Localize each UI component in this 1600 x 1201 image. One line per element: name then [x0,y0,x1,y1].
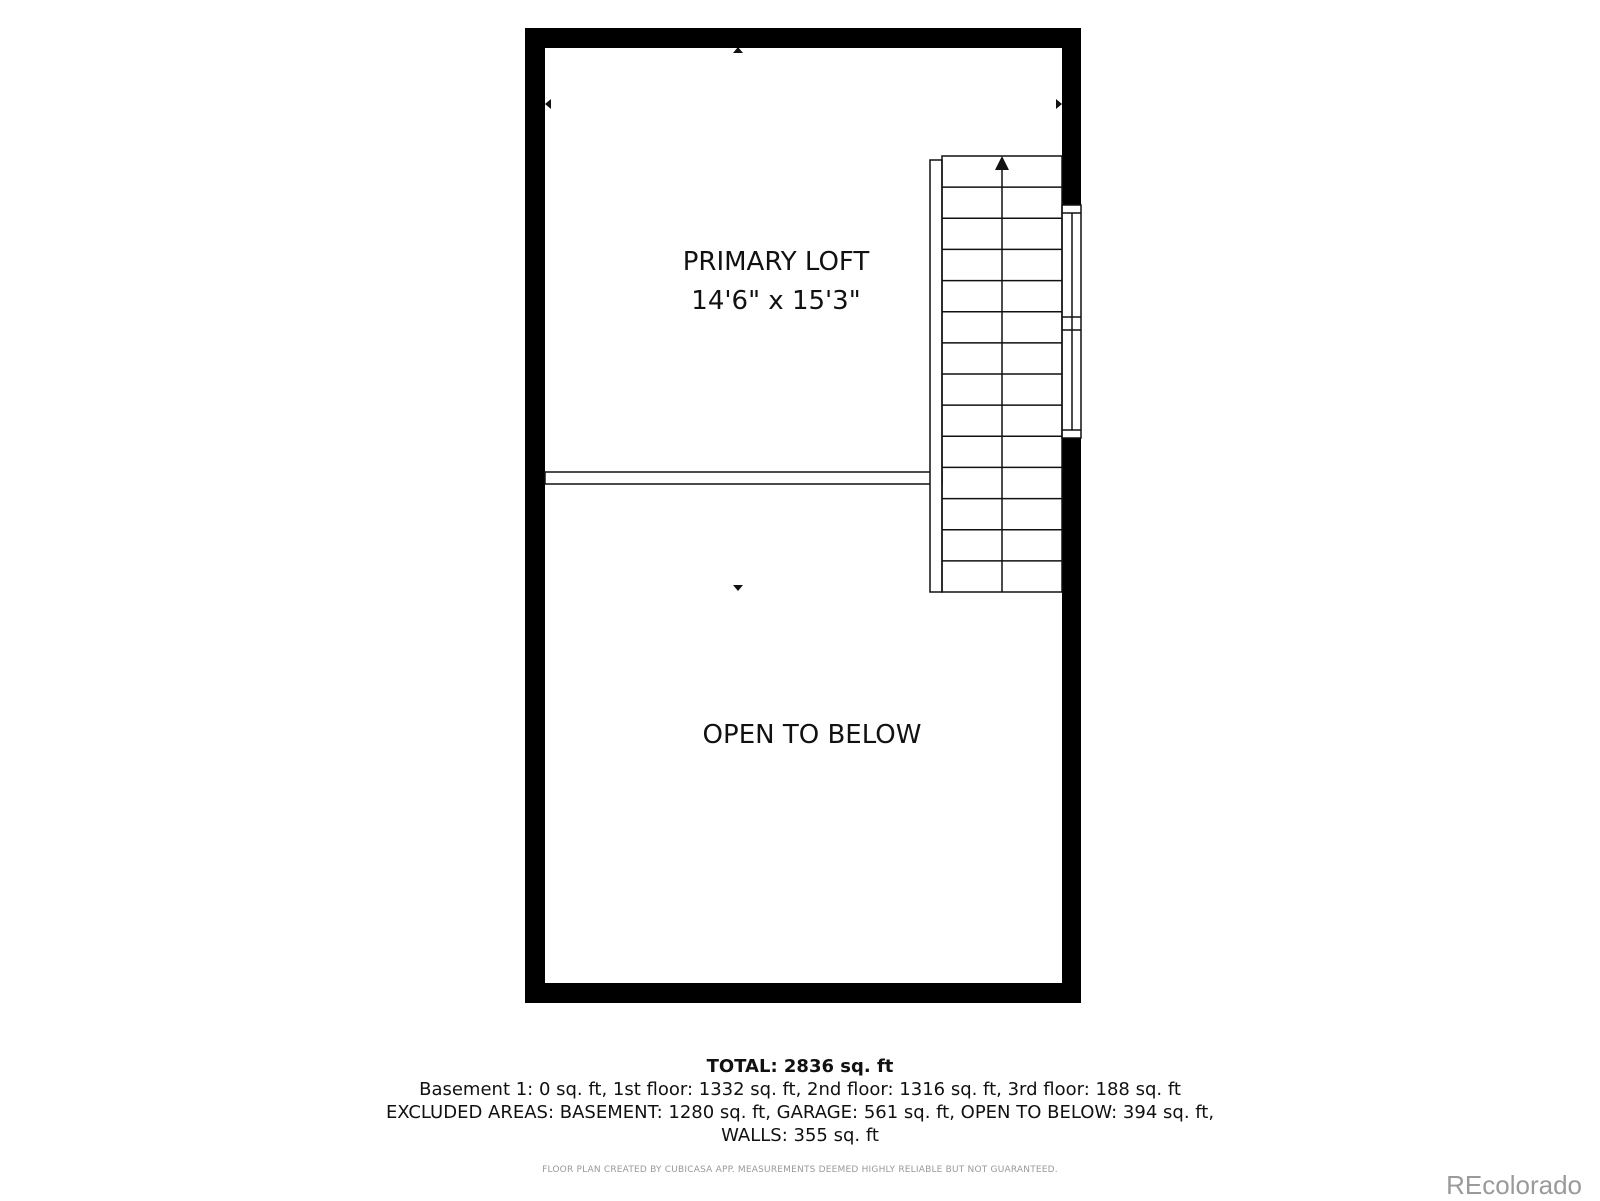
watermark: REcolorado [1446,1170,1582,1200]
staircase [942,156,1062,592]
room-name-open-to-below: OPEN TO BELOW [702,720,922,750]
disclaimer: FLOOR PLAN CREATED BY CUBICASA APP. MEASUREMENTS DEEMED HIGHLY RELIABLE BUT NOT GUARANTEED. [542,1165,1058,1175]
marker-left [545,99,551,109]
wall-top [525,28,1081,48]
dimension-markers [545,47,1062,591]
stair-direction-arrow [995,156,1009,170]
floor-areas: Basement 1: 0 sq. ft, 1st floor: 1332 sq. ft, 2nd floor: 1316 sq. ft, 3rd floor: 188 sq. ft [419,1079,1181,1100]
excluded-areas: EXCLUDED AREAS: BASEMENT: 1280 sq. ft, GARAGE: 561 sq. ft, OPEN TO BELOW: 394 sq. ft, [385,1102,1215,1123]
wall-bottom [525,983,1081,1003]
room-name-primary-loft: PRIMARY LOFT [682,247,870,277]
wall-area: WALLS: 355 sq. ft [721,1125,879,1146]
wall-right-upper [1062,28,1081,205]
window [1062,205,1081,438]
room-dimensions-primary-loft: 14'6" x 15'3" [691,286,861,316]
wall-left [525,28,545,1003]
total-area: TOTAL: 2836 sq. ft [706,1056,894,1077]
marker-right [1056,99,1062,109]
railing [545,160,942,592]
exterior-walls [525,28,1081,1003]
wall-right-lower [1062,438,1081,1003]
area-summary [0,1055,1600,1147]
marker-bottom [733,585,743,591]
